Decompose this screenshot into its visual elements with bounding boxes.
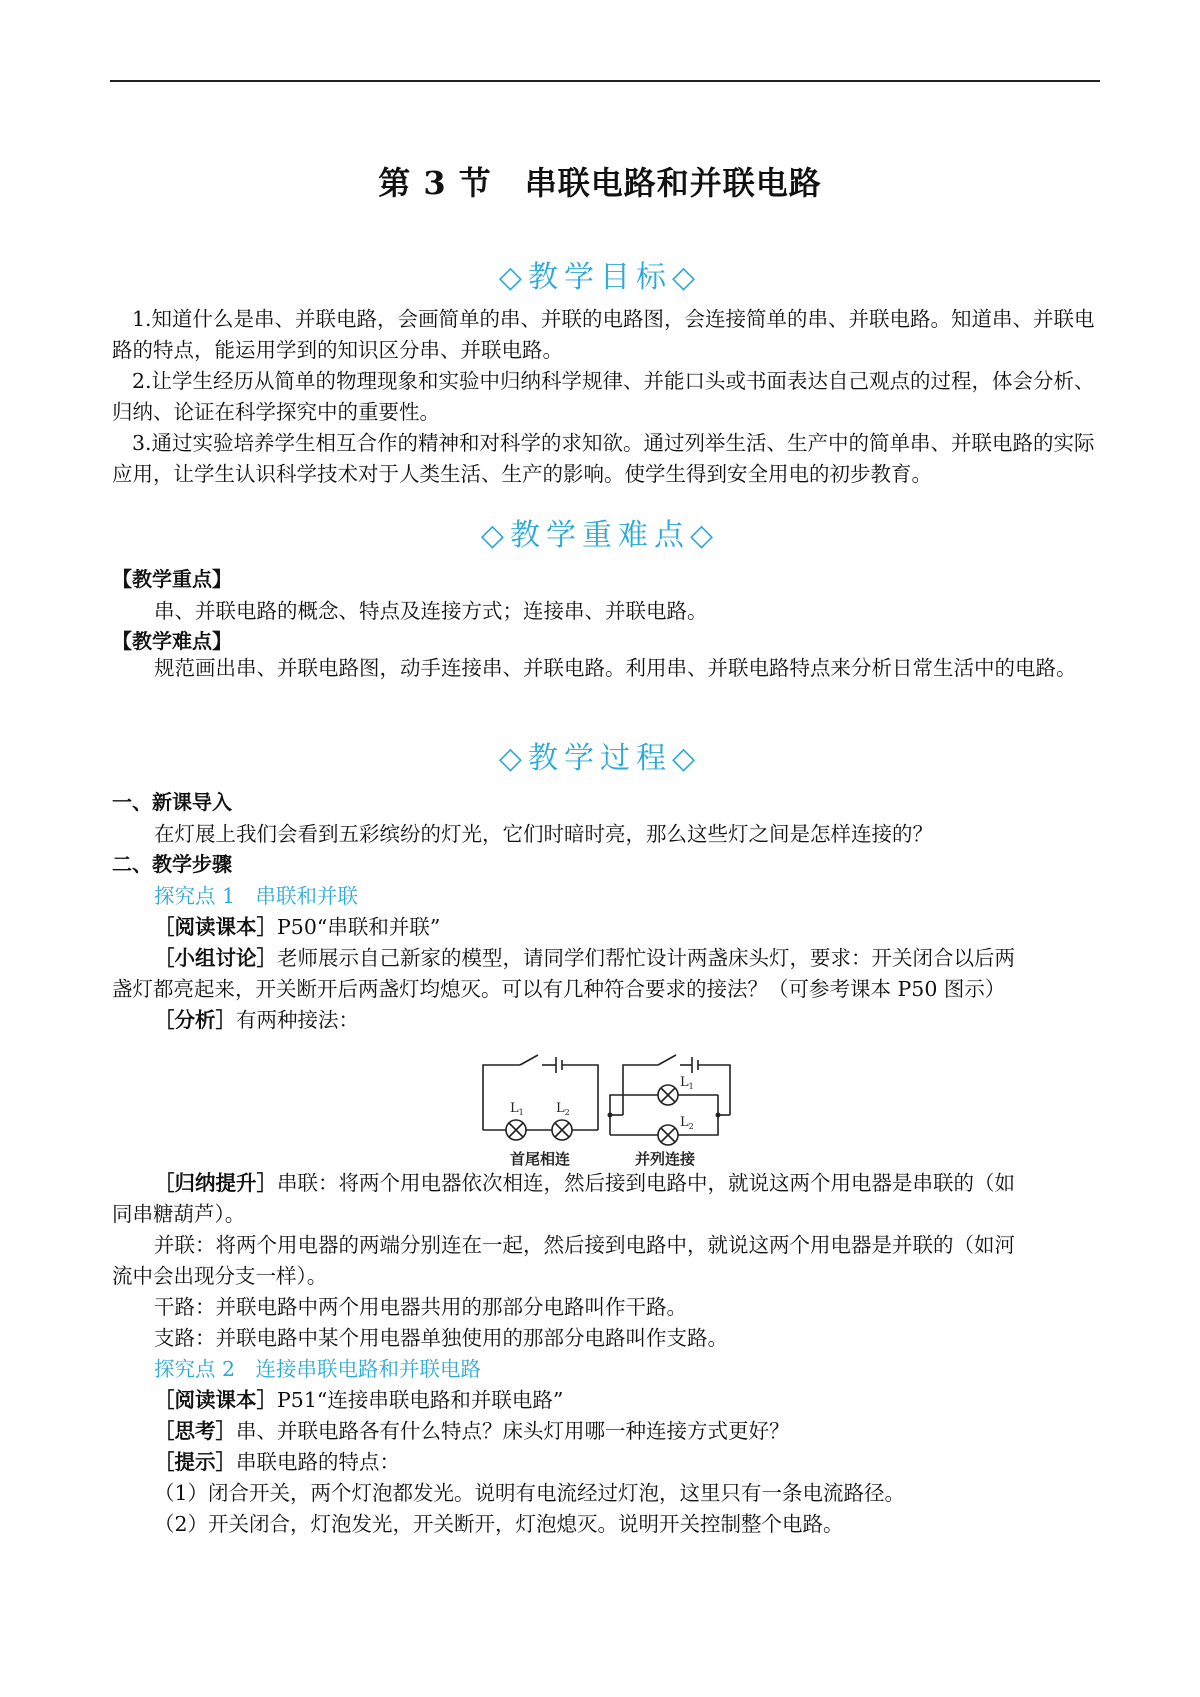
series-l1-label: $L_1$: [510, 1101, 524, 1117]
think-tag: ［思考］: [154, 1419, 236, 1443]
junction-left-icon: [608, 1113, 613, 1118]
intro-heading: 一、新课导入: [112, 790, 232, 814]
explore-point-2: 探究点 2 连接串联电路和并联电路: [154, 1357, 482, 1381]
focus-text: 串、并联电路的概念、特点及连接方式；连接串、并联电路。: [154, 599, 708, 623]
analysis-tag: ［分析］: [154, 1008, 236, 1032]
think-text: 串、并联电路各有什么特点？床头灯用哪一种连接方式更好？: [236, 1419, 790, 1443]
series-feature-1: （1）闭合开关，两个灯泡都发光。说明有电流经过灯泡，这里只有一条电流路径。: [154, 1481, 906, 1505]
difficulty-label: 【教学难点】: [112, 629, 232, 653]
circuit-diagram: [480, 1040, 740, 1170]
series-feature-2: （2）开关闭合，灯泡发光，开关断开，灯泡熄灭。说明开关控制整个电路。: [154, 1512, 844, 1536]
read-1-line: [154, 910, 440, 940]
parallel-def-1: 并联：将两个用电器的两端分别连在一起，然后接到电路中，就说这两个用电器是并联的（如河: [154, 1233, 1015, 1257]
think-line: [154, 1414, 790, 1444]
difficulty-text: 规范画出串、并联电路图，动手连接串、并联电路。利用串、并联电路特点来分析日常生活中的电路。: [154, 656, 1077, 680]
junction-right-icon: [716, 1113, 721, 1118]
focus-label: 【教学重点】: [112, 567, 232, 591]
summary-line: [154, 1166, 1015, 1196]
explore-point-1: 探究点 1 串联和并联: [154, 884, 359, 908]
series-l2-label: $L_2$: [556, 1101, 570, 1117]
summary-text-1: 串联：将两个用电器依次相连，然后接到电路中，就说这两个用电器是串联的（如: [277, 1171, 1015, 1195]
goal-3: 3.通过实验培养学生相互合作的精神和对科学的求知欲。通过列举生活、生产中的简单串、并联电路的实际应用，让学生认识科学技术对于人类生活、生产的影响。使学生得到安全用电的初步教育。: [112, 431, 1095, 486]
hint-line: [154, 1445, 400, 1475]
analysis-line: [154, 1003, 359, 1033]
branch-def: 支路：并联电路中某个用电器单独使用的那部分电路叫作支路。: [154, 1326, 728, 1350]
parallel-l2-label: $L_2$: [680, 1115, 694, 1131]
intro-text: 在灯展上我们会看到五彩缤纷的灯光，它们时暗时亮，那么这些灯之间是怎样连接的？: [154, 822, 933, 846]
trunk-def: 干路：并联电路中两个用电器共用的那部分电路叫作干路。: [154, 1295, 687, 1319]
parallel-caption: 并列连接: [635, 1150, 696, 1168]
page-title: 第 3 节 串联电路和并联电路: [378, 164, 822, 202]
parallel-def-2: 流中会出现分支一样）。: [112, 1264, 328, 1288]
group-text-1: 老师展示自己新家的模型，请同学们帮忙设计两盏床头灯，要求：开关闭合以后两: [277, 946, 1015, 970]
read-2-line: [154, 1383, 563, 1413]
goal-1: 1.知道什么是串、并联电路，会画简单的串、并联的电路图，会连接简单的串、并联电路。知道串、并联电路的特点，能运用学到的知识区分串、并联电路。: [112, 307, 1095, 362]
series-caption: 首尾相连: [510, 1150, 571, 1168]
section-goals-heading: ◇教学目标◇: [498, 260, 702, 295]
section-keypoints-heading: ◇教学重难点◇: [480, 518, 720, 553]
group-line: [154, 941, 1015, 971]
read-1-text: P50“串联和并联”: [277, 915, 441, 939]
analysis-text: 有两种接法：: [236, 1008, 359, 1032]
summary-tag: ［归纳提升］: [154, 1171, 277, 1195]
summary-text-2: 同串糖葫芦）。: [112, 1202, 246, 1226]
group-text-2: 盏灯都亮起来，开关断开后两盏灯均熄灭。可以有几种符合要求的接法？（可参考课本 P50 图示）: [112, 977, 1006, 1001]
section-process-heading: ◇教学过程◇: [498, 741, 702, 776]
group-tag: ［小组讨论］: [154, 946, 277, 970]
read-2-text: P51“连接串联电路和并联电路”: [277, 1388, 564, 1412]
hint-text: 串联电路的特点：: [236, 1450, 400, 1474]
read-2-tag: ［阅读课本］: [154, 1388, 277, 1412]
hint-tag: ［提示］: [154, 1450, 236, 1474]
header-rule: [110, 80, 1100, 82]
parallel-l1-label: $L_1$: [680, 1075, 694, 1091]
read-1-tag: ［阅读课本］: [154, 915, 277, 939]
steps-heading: 二、教学步骤: [112, 852, 232, 876]
goal-2: 2.让学生经历从简单的物理现象和实验中归纳科学规律、并能口头或书面表达自己观点的过程，体会分析、归纳、论证在科学探究中的重要性。: [112, 369, 1095, 424]
